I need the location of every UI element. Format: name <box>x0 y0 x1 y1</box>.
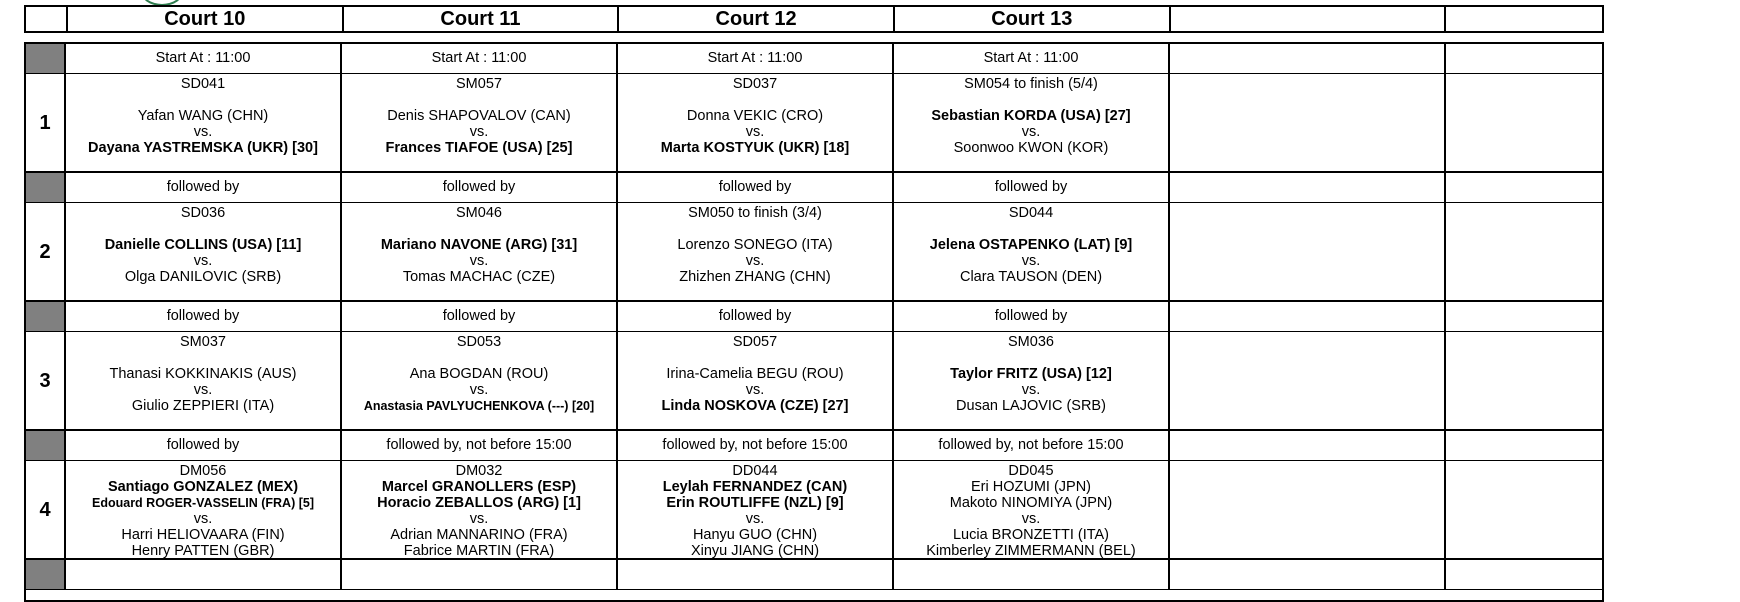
followed-by-cell: followed by <box>342 173 618 202</box>
versus-label: vs. <box>193 511 213 527</box>
row-gutter <box>26 173 66 202</box>
followed-by-cell: followed by <box>66 431 342 460</box>
followed-by-cell <box>1446 560 1602 589</box>
followed-by-cell <box>618 560 894 589</box>
court-header: Court 12 <box>619 7 895 31</box>
followed-by-cell: followed by, not before 15:00 <box>618 431 894 460</box>
followed-by-row <box>26 173 1602 203</box>
match-cell <box>618 74 894 171</box>
match-code: SD044 <box>1008 205 1054 221</box>
versus-label: vs. <box>469 124 489 140</box>
player-name: Zhizhen ZHANG (CHN) <box>679 269 831 285</box>
match-cell <box>894 203 1170 300</box>
match-cell <box>66 74 342 171</box>
court-header-row <box>24 5 1604 33</box>
round-number: 4 <box>26 461 66 558</box>
round-number: 2 <box>26 203 66 300</box>
player-name: Eri HOZUMI (JPN) <box>970 479 1091 495</box>
player-name: Erin ROUTLIFFE (NZL) [9] <box>666 495 844 511</box>
player-name: Mariano NAVONE (ARG) [31] <box>380 237 578 253</box>
versus-label: vs. <box>745 253 765 269</box>
followed-by-cell <box>1446 431 1602 460</box>
match-code: SM036 <box>1008 334 1054 350</box>
court-header: Court 11 <box>344 7 620 31</box>
match-cell <box>66 332 342 429</box>
player-name: Henry PATTEN (GBR) <box>131 543 275 558</box>
row-gutter <box>26 560 66 589</box>
start-time-row <box>26 44 1602 74</box>
player-name: Lorenzo SONEGO (ITA) <box>677 237 833 253</box>
player-name: Makoto NINOMIYA (JPN) <box>949 495 1113 511</box>
player-name: Sebastian KORDA (USA) [27] <box>931 108 1131 124</box>
match-code: DM056 <box>179 463 227 479</box>
followed-by-cell: followed by <box>66 302 342 331</box>
versus-label: vs. <box>193 124 213 140</box>
followed-by-cell <box>66 560 342 589</box>
player-name: Horacio ZEBALLOS (ARG) [1] <box>377 495 581 511</box>
start-time-cell <box>1446 44 1602 73</box>
player-name: Ana BOGDAN (ROU) <box>409 366 549 382</box>
player-name: Santiago GONZALEZ (MEX) <box>107 479 299 495</box>
player-name: Kimberley ZIMMERMANN (BEL) <box>926 543 1136 558</box>
player-name: Yafan WANG (CHN) <box>137 108 269 124</box>
row-gutter <box>26 44 66 73</box>
match-code: SM050 to finish (3/4) <box>688 205 822 221</box>
match-cell <box>894 332 1170 429</box>
court-header: Court 10 <box>68 7 344 31</box>
match-code: SM057 <box>456 76 502 92</box>
match-code: DD044 <box>732 463 778 479</box>
round-number: 1 <box>26 74 66 171</box>
versus-label: vs. <box>1021 511 1041 527</box>
followed-by-cell: followed by <box>618 173 894 202</box>
match-cell <box>66 203 342 300</box>
match-code: SM037 <box>180 334 226 350</box>
court-header <box>1446 7 1602 31</box>
player-name: Marcel GRANOLLERS (ESP) <box>381 479 577 495</box>
followed-by-cell: followed by, not before 15:00 <box>894 431 1170 460</box>
followed-by-row <box>26 431 1602 461</box>
player-name: Edouard ROGER-VASSELIN (FRA) [5] <box>92 496 314 510</box>
match-code: DD045 <box>1008 463 1054 479</box>
match-cell <box>894 461 1170 558</box>
followed-by-cell <box>342 560 618 589</box>
match-cell <box>1170 332 1446 429</box>
match-cell <box>1446 203 1602 300</box>
match-code: SM054 to finish (5/4) <box>964 76 1098 92</box>
row-gutter <box>26 302 66 331</box>
match-row <box>26 461 1602 560</box>
match-cell <box>342 74 618 171</box>
start-time-cell: Start At : 11:00 <box>342 44 618 73</box>
match-code: SD041 <box>180 76 226 92</box>
player-name: Danielle COLLINS (USA) [11] <box>104 237 302 253</box>
followed-by-cell <box>1170 173 1446 202</box>
court-header: Court 13 <box>895 7 1171 31</box>
match-row <box>26 74 1602 173</box>
versus-label: vs. <box>193 382 213 398</box>
versus-label: vs. <box>469 511 489 527</box>
start-time-cell: Start At : 11:00 <box>618 44 894 73</box>
player-name: Giulio ZEPPIERI (ITA) <box>131 398 275 414</box>
followed-by-cell <box>894 560 1170 589</box>
start-time-cell: Start At : 11:00 <box>66 44 342 73</box>
followed-by-cell: followed by <box>342 302 618 331</box>
match-cell <box>1446 332 1602 429</box>
followed-by-cell <box>1170 560 1446 589</box>
match-cell <box>618 203 894 300</box>
header-corner-cell <box>26 7 68 31</box>
followed-by-cell: followed by <box>894 173 1170 202</box>
match-code: DM032 <box>455 463 503 479</box>
player-name: Lucia BRONZETTI (ITA) <box>952 527 1110 543</box>
match-code: SD037 <box>732 76 778 92</box>
court-header <box>1171 7 1447 31</box>
match-code: SM046 <box>456 205 502 221</box>
match-code: SD057 <box>732 334 778 350</box>
match-cell <box>1170 203 1446 300</box>
player-name: Marta KOSTYUK (UKR) [18] <box>660 140 850 156</box>
match-cell <box>342 461 618 558</box>
player-name: Tomas MACHAC (CZE) <box>402 269 556 285</box>
player-name: Clara TAUSON (DEN) <box>959 269 1103 285</box>
followed-by-cell: followed by <box>66 173 342 202</box>
versus-label: vs. <box>469 382 489 398</box>
player-name: Anastasia PAVLYUCHENKOVA (---) [20] <box>363 399 595 413</box>
versus-label: vs. <box>1021 124 1041 140</box>
match-code: SD053 <box>456 334 502 350</box>
versus-label: vs. <box>1021 253 1041 269</box>
player-name: Olga DANILOVIC (SRB) <box>124 269 282 285</box>
player-name: Jelena OSTAPENKO (LAT) [9] <box>929 237 1133 253</box>
versus-label: vs. <box>193 253 213 269</box>
order-of-play-table <box>24 42 1604 602</box>
match-cell <box>66 461 342 558</box>
match-code: SD036 <box>180 205 226 221</box>
followed-by-cell: followed by <box>894 302 1170 331</box>
player-name: Linda NOSKOVA (CZE) [27] <box>661 398 849 414</box>
match-cell <box>342 332 618 429</box>
versus-label: vs. <box>745 124 765 140</box>
versus-label: vs. <box>745 511 765 527</box>
player-name: Denis SHAPOVALOV (CAN) <box>387 108 571 124</box>
match-cell <box>1170 461 1446 558</box>
player-name: Xinyu JIANG (CHN) <box>690 543 820 558</box>
player-name: Frances TIAFOE (USA) [25] <box>385 140 573 156</box>
player-name: Fabrice MARTIN (FRA) <box>403 543 555 558</box>
followed-by-cell: followed by <box>618 302 894 331</box>
player-name: Thanasi KOKKINAKIS (AUS) <box>109 366 297 382</box>
followed-by-row <box>26 302 1602 332</box>
player-name: Dayana YASTREMSKA (UKR) [30] <box>88 140 318 156</box>
player-name: Adrian MANNARINO (FRA) <box>390 527 568 543</box>
match-row <box>26 332 1602 431</box>
match-cell <box>1170 74 1446 171</box>
match-cell <box>894 74 1170 171</box>
player-name: Leylah FERNANDEZ (CAN) <box>662 479 848 495</box>
followed-by-cell <box>1446 173 1602 202</box>
match-cell <box>618 332 894 429</box>
player-name: Dusan LAJOVIC (SRB) <box>956 398 1106 414</box>
match-cell <box>618 461 894 558</box>
match-cell <box>1446 74 1602 171</box>
start-time-cell <box>1170 44 1446 73</box>
versus-label: vs. <box>1021 382 1041 398</box>
player-name: Harri HELIOVAARA (FIN) <box>121 527 285 543</box>
player-name: Hanyu GUO (CHN) <box>692 527 818 543</box>
player-name: Soonwoo KWON (KOR) <box>953 140 1109 156</box>
match-cell <box>342 203 618 300</box>
player-name: Donna VEKIC (CRO) <box>686 108 824 124</box>
round-number: 3 <box>26 332 66 429</box>
match-row <box>26 203 1602 302</box>
followed-by-cell <box>1170 302 1446 331</box>
match-cell <box>1446 461 1602 558</box>
versus-label: vs. <box>469 253 489 269</box>
versus-label: vs. <box>745 382 765 398</box>
followed-by-cell <box>1170 431 1446 460</box>
followed-by-cell: followed by, not before 15:00 <box>342 431 618 460</box>
player-name: Taylor FRITZ (USA) [12] <box>950 366 1112 382</box>
start-time-cell: Start At : 11:00 <box>894 44 1170 73</box>
followed-by-cell <box>1446 302 1602 331</box>
row-gutter <box>26 431 66 460</box>
player-name: Irina-Camelia BEGU (ROU) <box>666 366 844 382</box>
